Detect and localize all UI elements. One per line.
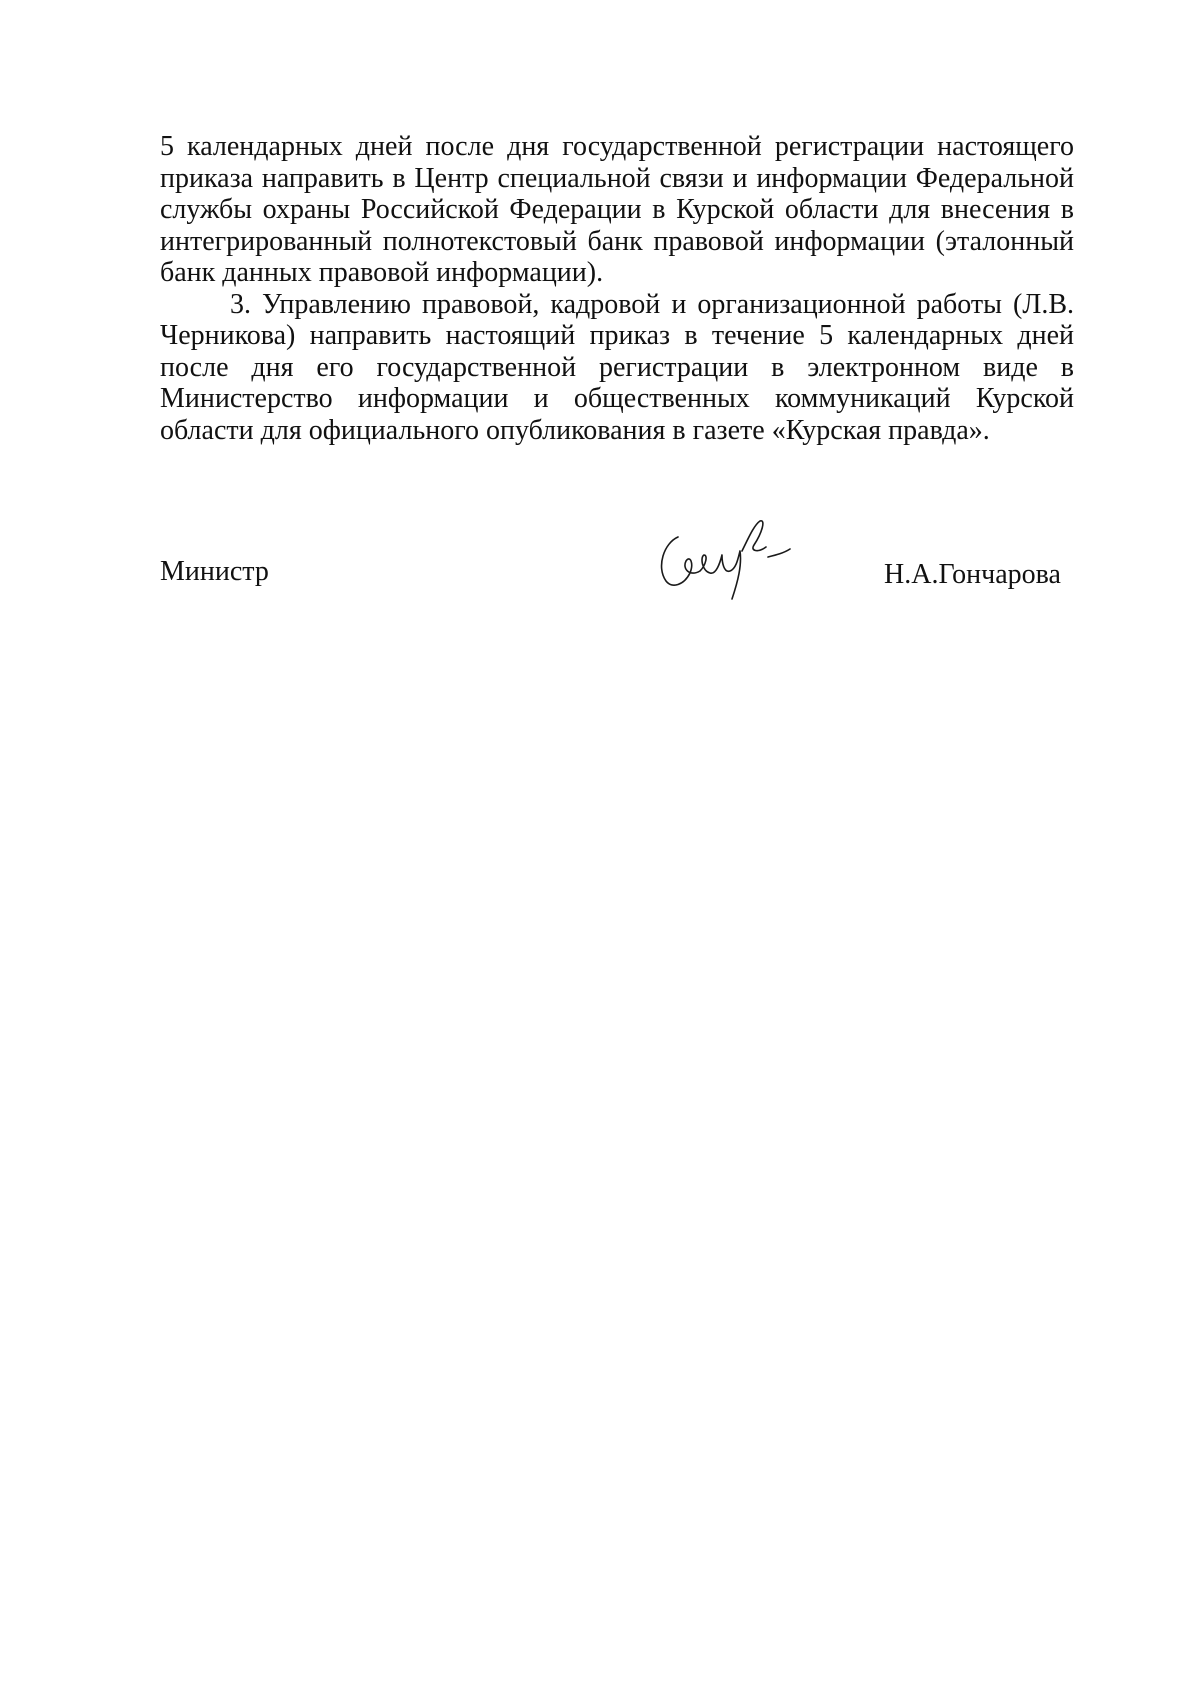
handwritten-signature [650, 515, 800, 605]
signatory-position: Министр [160, 556, 269, 587]
paragraph-item-3: 3. Управлению правовой, кадровой и организационной работы (Л.В. Черникова) направить настоящий приказ в течение 5 календарных дней после дня его государственной регистрации в электронном виде в Министерство информации и общественных коммуникаций Курской области для официального опубликования в газете «Курская правда». [160, 288, 1074, 446]
document-body [160, 131, 1074, 446]
signatory-name: Н.А.Гончарова [884, 559, 1061, 590]
paragraph-continuation: 5 календарных дней после дня государственной регистрации настоящего приказа направить в Центр специальной связи и информации Федеральной службы охраны Российской Федерации в Курской области для внесения в интегрированный полнотекстовый банк правовой информации (эталонный банк данных правовой информации). [160, 131, 1074, 288]
